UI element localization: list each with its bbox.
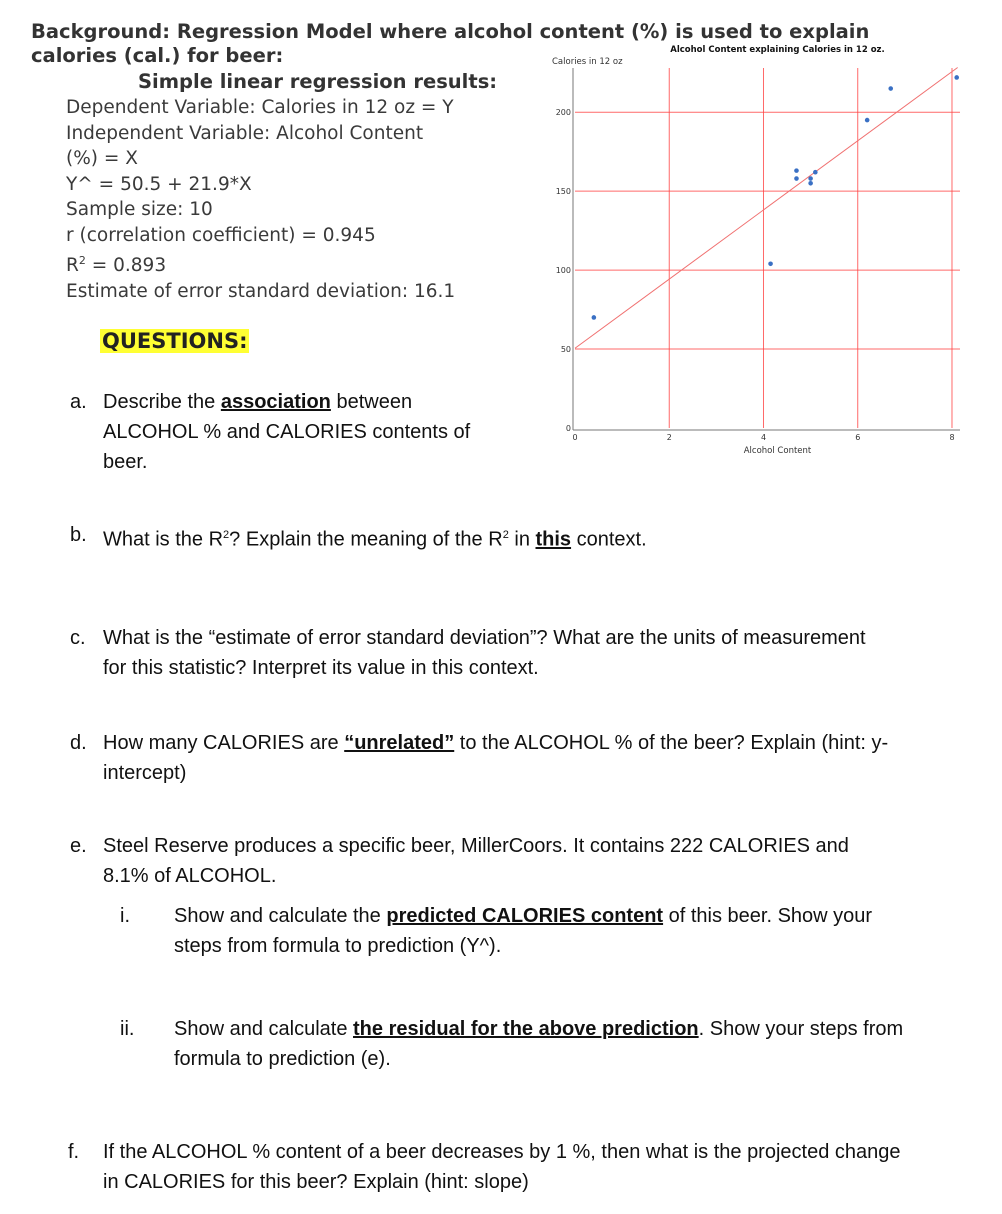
data-point (794, 168, 799, 173)
independent-variable: Independent Variable: Alcohol Content (66, 122, 424, 144)
data-point (794, 176, 799, 181)
x-tick-label: 0 (572, 433, 578, 442)
question-a: a. Describe the association between ALCOHOL % and CALORIES contents of beer. (70, 391, 471, 473)
question-e: e. Steel Reserve produces a specific beer, MillerCoors. It contains 222 CALORIES and 8.1% of ALCOHOL. (70, 835, 849, 887)
question-e-i: i. Show and calculate the predicted CALORIES content of this beer. Show your steps from formula to prediction (Y^). (120, 905, 873, 957)
regression-results (66, 95, 455, 304)
data-point (865, 118, 870, 123)
results-heading: Simple linear regression results: (138, 70, 498, 93)
x-tick-label: 6 (855, 433, 861, 442)
sample-size: Sample size: 10 (66, 199, 213, 220)
chart-title: Alcohol Content explaining Calories in 12 oz. (670, 45, 885, 55)
x-tick-label: 4 (760, 433, 767, 442)
data-point (813, 170, 818, 175)
y-tick-label: 150 (555, 187, 571, 197)
data-point (768, 261, 773, 266)
y-tick-label: 200 (555, 108, 571, 118)
data-point (888, 86, 893, 91)
dependent-variable: Dependent Variable: Calories in 12 oz = Y (66, 97, 454, 118)
error-sd: Estimate of error standard deviation: 16.1 (66, 280, 456, 302)
questions-heading: QUESTIONS: (102, 329, 248, 353)
r-squared: $R^2 = 0.893$ (66, 254, 167, 277)
x-axis-label: Alcohol Content (743, 446, 812, 456)
title-line-2: calories (cal.) for beer: (31, 44, 284, 67)
scatter-chart (540, 40, 970, 470)
y-tick-label: 0 (565, 424, 571, 433)
data-point (592, 315, 597, 320)
correlation: r (correlation coefficient) = 0.945 (66, 224, 376, 246)
data-point (808, 181, 813, 186)
regression-line (575, 67, 958, 348)
x-tick-label: 8 (949, 433, 955, 442)
question-c: c. What is the “estimate of error standard deviation”? What are the units of measurement for this statistic? Interpret its value in this context. (70, 627, 866, 679)
data-point (808, 176, 813, 181)
question-f: f. If the ALCOHOL % content of a beer decreases by 1 %, then what is the projected change in CALORIES for this beer? Explain (hint: slope) (68, 1141, 901, 1193)
independent-variable-cont: (%) = X (66, 148, 138, 169)
title-line-1: Background: Regression Model where alcohol content (%) is used to explain (31, 20, 870, 43)
question-e-ii: ii. Show and calculate the residual for the above prediction. Show your steps from formula to prediction (e). (120, 1018, 904, 1070)
question-b: b. What is the $R^2$? Explain the meaning of the $R^2$ in this context. (70, 524, 647, 551)
question-d: d. How many CALORIES are “unrelated” to the ALCOHOL % of the beer? Explain (hint: y- intercept) (70, 732, 889, 784)
x-tick-label: 2 (666, 433, 672, 442)
data-point (954, 75, 959, 80)
y-tick-label: 50 (560, 345, 571, 355)
regression-equation: Y^ = 50.5 + 21.9*X (66, 173, 252, 195)
y-tick-label: 100 (555, 266, 571, 276)
y-axis-label: Calories in 12 oz (552, 57, 623, 67)
